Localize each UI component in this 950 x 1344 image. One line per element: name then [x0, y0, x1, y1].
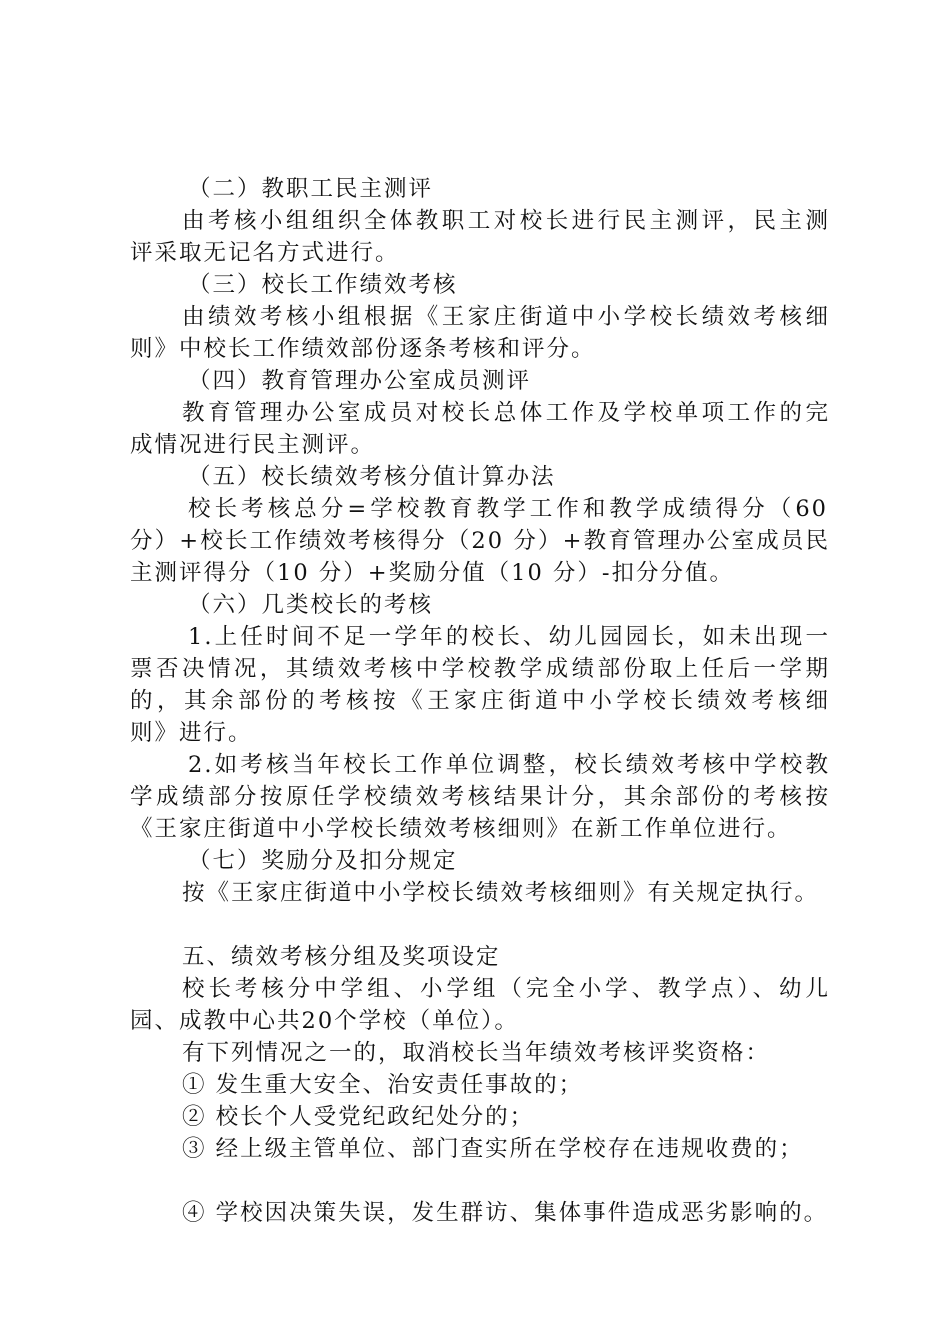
- list-item: ① 发生重大安全、治安责任事故的；: [182, 1072, 584, 1098]
- paragraph-line: 教育管理办公室成员对校长总体工作及学校单项工作的完: [182, 400, 830, 426]
- paragraph-line: 成情况进行民主测评。: [130, 432, 376, 458]
- list-item: ② 校长个人受党纪政纪处分的；: [182, 1104, 535, 1130]
- paragraph-line: 有下列情况之一的，取消校长当年绩效考核评奖资格：: [182, 1040, 771, 1066]
- paragraph-line: 由绩效考核小组根据《王家庄街道中小学校长绩效考核细: [182, 304, 830, 330]
- paragraph-line: 2.如考核当年校长工作单位调整，校长绩效考核中学校教: [188, 752, 830, 778]
- section-heading: （四）教育管理办公室成员测评: [188, 368, 532, 394]
- chapter-heading: 五、绩效考核分组及奖项设定: [182, 944, 501, 970]
- paragraph-line: 票否决情况，其绩效考核中学校教学成绩部份取上任后一学期: [130, 656, 830, 682]
- paragraph-line: 主测评得分（10 分）+奖励分值（10 分）-扣分分值。: [130, 560, 735, 586]
- list-item: ③ 经上级主管单位、部门查实所在学校存在违规收费的；: [182, 1136, 804, 1162]
- section-heading: （七）奖励分及扣分规定: [188, 848, 458, 874]
- paragraph-line: 学成绩部分按原任学校绩效考核结果计分，其余部份的考核按: [130, 784, 830, 810]
- paragraph-line: 评采取无记名方式进行。: [130, 240, 400, 266]
- section-heading: （二）教职工民主测评: [188, 176, 434, 202]
- section-heading: （三）校长工作绩效考核: [188, 272, 458, 298]
- paragraph-line: 则》进行。: [130, 720, 253, 746]
- paragraph-line: 《王家庄街道中小学校长绩效考核细则》在新工作单位进行。: [130, 816, 792, 842]
- section-heading: （六）几类校长的考核: [188, 592, 434, 618]
- paragraph-line: 园、成教中心共20个学校（单位）。: [130, 1008, 519, 1034]
- paragraph-line: 分）+校长工作绩效考核得分（20 分）+教育管理办公室成员民: [130, 528, 830, 554]
- section-heading: （五）校长绩效考核分值计算办法: [188, 464, 556, 490]
- paragraph-line: 由考核小组组织全体教职工对校长进行民主测评，民主测: [182, 208, 830, 234]
- paragraph-line: 1.上任时间不足一学年的校长、幼儿园园长，如未出现一: [188, 624, 830, 650]
- paragraph-line: 校长考核分中学组、小学组（完全小学、教学点）、幼儿: [182, 976, 830, 1002]
- paragraph-line: 则》中校长工作绩效部份逐条考核和评分。: [130, 336, 596, 362]
- list-item: ④ 学校因决策失误，发生群访、集体事件造成恶劣影响的。: [182, 1200, 829, 1226]
- paragraph-line: 的，其余部份的考核按《王家庄街道中小学校长绩效考核细: [130, 688, 830, 714]
- paragraph-line: 校长考核总分=学校教育教学工作和教学成绩得分（60: [188, 496, 828, 522]
- paragraph-line: 按《王家庄街道中小学校长绩效考核细则》有关规定执行。: [182, 880, 820, 906]
